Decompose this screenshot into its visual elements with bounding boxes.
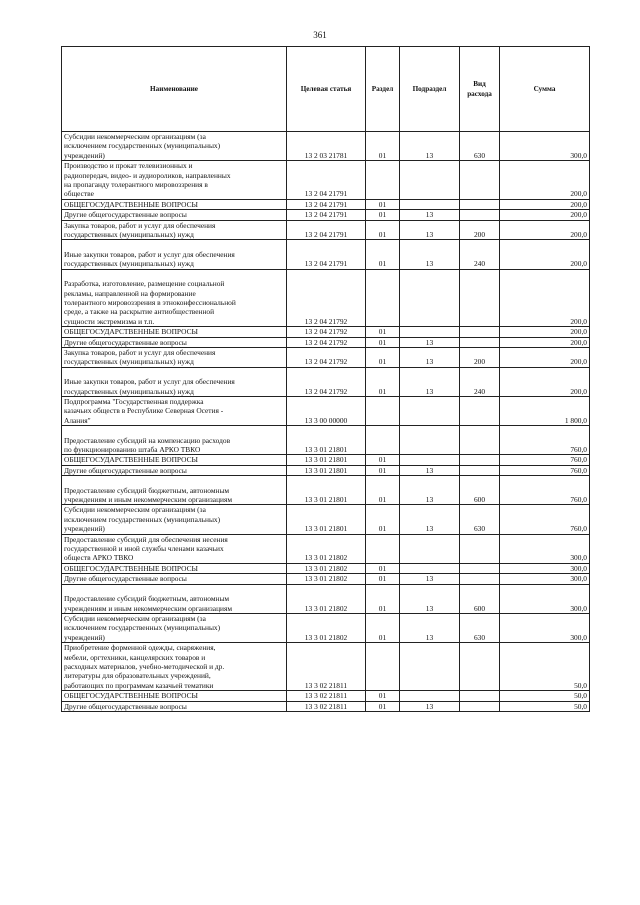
cell-name: Субсидии некоммерческим организациям (за исключением государственных (муниципальных) учреждений) [62, 132, 287, 161]
cell-target: 13 2 04 21791 [287, 199, 366, 209]
cell-subsection: 13 [400, 220, 460, 240]
budget-table [61, 46, 590, 712]
cell-subsection [400, 691, 460, 701]
table-row [62, 240, 590, 269]
cell-sum: 200,0 [500, 337, 590, 347]
cell-section: 01 [366, 455, 400, 465]
cell-section: 01 [366, 574, 400, 584]
cell-section: 01 [366, 465, 400, 475]
cell-subsection: 13 [400, 132, 460, 161]
cell-subsection [400, 643, 460, 691]
cell-section [366, 161, 400, 200]
cell-name: Предоставление субсидий для обеспечения несения государственной и иной службы членами казачьих обществ АРКО ТВКО [62, 534, 287, 563]
cell-target: 13 2 04 21792 [287, 347, 366, 367]
cell-section: 01 [366, 210, 400, 220]
cell-section: 01 [366, 240, 400, 269]
cell-target: 13 3 01 21801 [287, 505, 366, 534]
table-row [62, 643, 590, 691]
cell-type: 200 [460, 220, 500, 240]
cell-name: Другие общегосударственные вопросы [62, 465, 287, 475]
table-row [62, 563, 590, 573]
cell-name: Подпрограмма "Государственная поддержка казачьих обществ в Республике Северная Осетия - Алания" [62, 396, 287, 425]
cell-type [460, 534, 500, 563]
cell-sum: 300,0 [500, 584, 590, 613]
cell-name: Приобретение форменной одежды, снаряжения, мебели, оргтехники, канцелярских товаров и расходных материалов, учебно-методической и др. литературы для образовательных учреждений, работающих по программам казачьей тематики [62, 643, 287, 691]
cell-name: Предоставление субсидий бюджетным, автономным учреждениям и иным некоммерческим организациям [62, 584, 287, 613]
cell-name: Закупка товаров, работ и услуг для обеспечения государственных (муниципальных) нужд [62, 220, 287, 240]
header-sum: Сумма [500, 47, 590, 132]
cell-subsection: 13 [400, 367, 460, 396]
cell-type [460, 210, 500, 220]
cell-target: 13 3 01 21802 [287, 584, 366, 613]
cell-target: 13 2 04 21792 [287, 327, 366, 337]
cell-type [460, 337, 500, 347]
cell-name: Субсидии некоммерческим организациям (за исключением государственных (муниципальных) учреждений) [62, 613, 287, 642]
cell-section: 01 [366, 132, 400, 161]
cell-sum: 200,0 [500, 367, 590, 396]
cell-subsection: 13 [400, 210, 460, 220]
cell-sum: 200,0 [500, 327, 590, 337]
cell-target: 13 3 01 21802 [287, 534, 366, 563]
table-row [62, 534, 590, 563]
cell-subsection [400, 199, 460, 209]
cell-name: ОБЩЕГОСУДАРСТВЕННЫЕ ВОПРОСЫ [62, 199, 287, 209]
cell-section: 01 [366, 584, 400, 613]
table-row [62, 691, 590, 701]
cell-name: Разработка, изготовление, размещение социальной рекламы, направленной на формирование толерантного мировоззрения в этноконфессиональной среде, а также на раскрытие антиобщественной сущности экстремизма и т.п. [62, 269, 287, 326]
cell-sum: 300,0 [500, 534, 590, 563]
table-row [62, 701, 590, 711]
cell-name: Предоставление субсидий бюджетным, автономным учреждениям и иным некоммерческим организациям [62, 476, 287, 505]
page-number: 361 [313, 30, 327, 40]
table-row [62, 210, 590, 220]
table-row [62, 426, 590, 455]
cell-target: 13 2 04 21791 [287, 210, 366, 220]
table-row [62, 584, 590, 613]
cell-name: Производство и прокат телевизионных и радиопередач, видео- и аудиороликов, направленных на пропаганду толерантного мировоззрения в обществе [62, 161, 287, 200]
cell-section [366, 534, 400, 563]
cell-type: 240 [460, 367, 500, 396]
cell-sum: 300,0 [500, 563, 590, 573]
cell-sum: 50,0 [500, 691, 590, 701]
cell-sum: 200,0 [500, 347, 590, 367]
table-row [62, 505, 590, 534]
cell-type [460, 691, 500, 701]
cell-type [460, 199, 500, 209]
cell-section: 01 [366, 701, 400, 711]
cell-subsection [400, 455, 460, 465]
cell-sum: 200,0 [500, 240, 590, 269]
cell-subsection [400, 269, 460, 326]
cell-sum: 760,0 [500, 465, 590, 475]
cell-name: ОБЩЕГОСУДАРСТВЕННЫЕ ВОПРОСЫ [62, 455, 287, 465]
cell-section: 01 [366, 199, 400, 209]
cell-section: 01 [366, 327, 400, 337]
header-subsection: Подраздел [400, 47, 460, 132]
table-row [62, 476, 590, 505]
table-row [62, 161, 590, 200]
cell-type [460, 426, 500, 455]
cell-type [460, 563, 500, 573]
cell-subsection: 13 [400, 465, 460, 475]
table-row [62, 220, 590, 240]
cell-target: 13 3 01 21802 [287, 563, 366, 573]
cell-subsection: 13 [400, 347, 460, 367]
cell-target: 13 2 04 21792 [287, 269, 366, 326]
cell-sum: 200,0 [500, 210, 590, 220]
table-row [62, 465, 590, 475]
cell-target: 13 3 01 21801 [287, 465, 366, 475]
cell-target: 13 3 01 21801 [287, 455, 366, 465]
cell-subsection [400, 396, 460, 425]
cell-subsection: 13 [400, 701, 460, 711]
cell-sum: 760,0 [500, 426, 590, 455]
cell-name: Закупка товаров, работ и услуг для обеспечения государственных (муниципальных) нужд [62, 347, 287, 367]
cell-subsection: 13 [400, 613, 460, 642]
cell-section [366, 396, 400, 425]
cell-section: 01 [366, 613, 400, 642]
cell-section: 01 [366, 476, 400, 505]
cell-subsection [400, 327, 460, 337]
cell-subsection: 13 [400, 476, 460, 505]
cell-target: 13 3 02 21811 [287, 643, 366, 691]
header-type: Вид расхода [460, 47, 500, 132]
table-row [62, 269, 590, 326]
cell-sum: 760,0 [500, 505, 590, 534]
cell-target: 13 3 01 21801 [287, 476, 366, 505]
cell-section: 01 [366, 505, 400, 534]
cell-sum: 200,0 [500, 269, 590, 326]
cell-type: 240 [460, 240, 500, 269]
cell-section: 01 [366, 220, 400, 240]
cell-type [460, 701, 500, 711]
cell-sum: 50,0 [500, 643, 590, 691]
cell-target: 13 3 01 21802 [287, 613, 366, 642]
cell-type: 600 [460, 584, 500, 613]
cell-subsection [400, 534, 460, 563]
cell-name: ОБЩЕГОСУДАРСТВЕННЫЕ ВОПРОСЫ [62, 691, 287, 701]
cell-name: Другие общегосударственные вопросы [62, 574, 287, 584]
table-row [62, 199, 590, 209]
cell-name: Другие общегосударственные вопросы [62, 210, 287, 220]
cell-type: 630 [460, 505, 500, 534]
cell-subsection [400, 161, 460, 200]
cell-type [460, 161, 500, 200]
cell-name: ОБЩЕГОСУДАРСТВЕННЫЕ ВОПРОСЫ [62, 327, 287, 337]
table-row [62, 396, 590, 425]
cell-section [366, 269, 400, 326]
cell-name: Другие общегосударственные вопросы [62, 701, 287, 711]
cell-section [366, 426, 400, 455]
cell-subsection [400, 426, 460, 455]
cell-target: 13 2 04 21792 [287, 367, 366, 396]
table-row [62, 327, 590, 337]
cell-name: Иные закупки товаров, работ и услуг для обеспечения государственных (муниципальных) нужд [62, 240, 287, 269]
cell-sum: 200,0 [500, 220, 590, 240]
cell-sum: 300,0 [500, 613, 590, 642]
cell-subsection: 13 [400, 337, 460, 347]
cell-type [460, 465, 500, 475]
table-row [62, 347, 590, 367]
cell-type [460, 327, 500, 337]
header-target: Целевая статья [287, 47, 366, 132]
table-row [62, 574, 590, 584]
cell-target: 13 2 03 21781 [287, 132, 366, 161]
cell-type [460, 643, 500, 691]
table-row [62, 337, 590, 347]
cell-type: 600 [460, 476, 500, 505]
cell-name: Другие общегосударственные вопросы [62, 337, 287, 347]
table-row [62, 367, 590, 396]
cell-target: 13 3 01 21801 [287, 426, 366, 455]
cell-type [460, 574, 500, 584]
header-section: Раздел [366, 47, 400, 132]
cell-section: 01 [366, 337, 400, 347]
cell-target: 13 3 02 21811 [287, 691, 366, 701]
table-header-row [62, 47, 590, 132]
table-row [62, 132, 590, 161]
cell-type [460, 396, 500, 425]
cell-target: 13 2 04 21791 [287, 220, 366, 240]
cell-sum: 200,0 [500, 161, 590, 200]
cell-target: 13 3 01 21802 [287, 574, 366, 584]
cell-subsection [400, 563, 460, 573]
table-row [62, 455, 590, 465]
cell-target: 13 2 04 21791 [287, 240, 366, 269]
cell-sum: 300,0 [500, 132, 590, 161]
cell-name: Иные закупки товаров, работ и услуг для обеспечения государственных (муниципальных) нужд [62, 367, 287, 396]
cell-sum: 760,0 [500, 455, 590, 465]
cell-sum: 760,0 [500, 476, 590, 505]
cell-subsection: 13 [400, 240, 460, 269]
cell-type: 200 [460, 347, 500, 367]
cell-subsection: 13 [400, 584, 460, 613]
cell-name: Субсидии некоммерческим организациям (за исключением государственных (муниципальных) учреждений) [62, 505, 287, 534]
cell-target: 13 3 02 21811 [287, 701, 366, 711]
header-name: Наименование [62, 47, 287, 132]
cell-section: 01 [366, 691, 400, 701]
cell-type [460, 269, 500, 326]
cell-section: 01 [366, 563, 400, 573]
cell-subsection: 13 [400, 505, 460, 534]
cell-section [366, 643, 400, 691]
cell-type: 630 [460, 613, 500, 642]
cell-sum: 300,0 [500, 574, 590, 584]
cell-type [460, 455, 500, 465]
cell-type: 630 [460, 132, 500, 161]
cell-target: 13 3 00 00000 [287, 396, 366, 425]
cell-section: 01 [366, 367, 400, 396]
table-row [62, 613, 590, 642]
cell-sum: 50,0 [500, 701, 590, 711]
cell-target: 13 2 04 21792 [287, 337, 366, 347]
cell-subsection: 13 [400, 574, 460, 584]
cell-target: 13 2 04 21791 [287, 161, 366, 200]
cell-sum: 1 800,0 [500, 396, 590, 425]
cell-section: 01 [366, 347, 400, 367]
cell-sum: 200,0 [500, 199, 590, 209]
cell-name: ОБЩЕГОСУДАРСТВЕННЫЕ ВОПРОСЫ [62, 563, 287, 573]
cell-name: Предоставление субсидий на компенсацию расходов по функционированию штаба АРКО ТВКО [62, 426, 287, 455]
